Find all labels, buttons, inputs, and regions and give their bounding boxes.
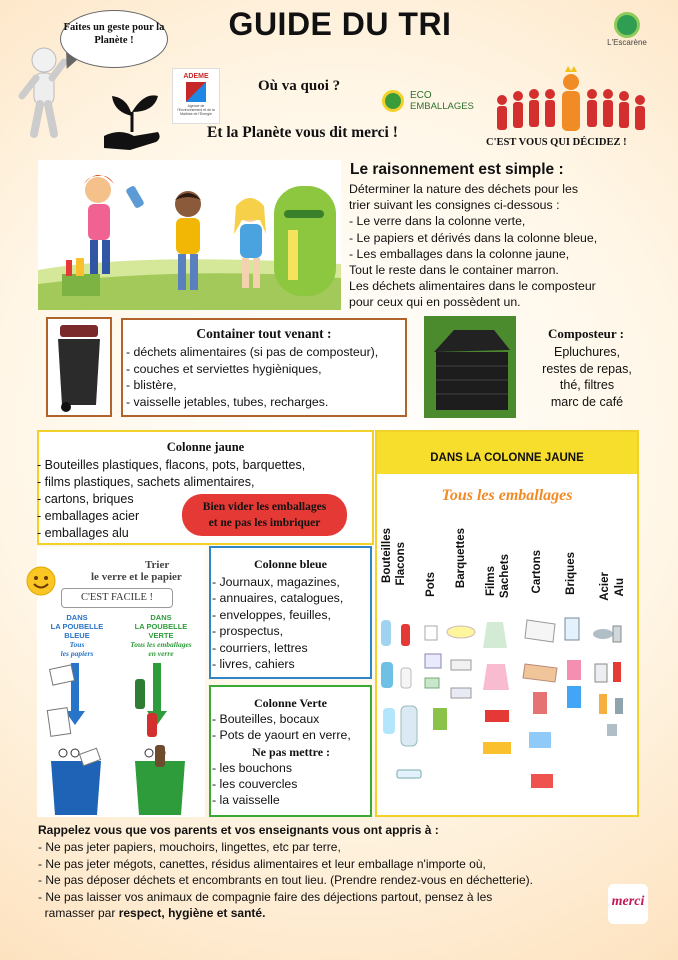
merci-badge xyxy=(608,884,648,924)
merci-text: merci xyxy=(611,894,645,909)
reasoning-line: Les déchets alimentaires dans le composteur xyxy=(349,279,596,294)
smiley-icon xyxy=(25,565,57,597)
reasoning-line: - Le verre dans la colonne verte, xyxy=(349,214,526,229)
column-label-sachets: Sachets xyxy=(499,554,511,599)
green-caption-line: Tous les emballages xyxy=(130,640,192,649)
reasoning-title: Le raisonnement est simple : xyxy=(350,161,564,178)
yellow-item: - cartons, briques xyxy=(37,492,134,506)
trier-text: Trier xyxy=(145,559,170,571)
green-not-item: - la vaisselle xyxy=(212,793,280,808)
footer-title: Rappelez vous que vos parents et vos enseignants vous ont appris à : xyxy=(38,823,439,837)
blue-bin-caption xyxy=(39,613,115,658)
column-label-briques: Briques xyxy=(565,552,577,595)
escarene-logo-text: L'Escarène xyxy=(607,38,647,47)
yellow-column-panel xyxy=(37,430,374,545)
blue-column-panel xyxy=(209,546,372,679)
children-recycling-illustration xyxy=(38,160,341,310)
footer-item: - Ne pas déposer déchets et encombrants en tout lieu. (Prendre rendez-vous en déchetterie). xyxy=(38,873,533,888)
column-label-acier: Acier xyxy=(599,572,611,601)
compost-text xyxy=(519,344,655,410)
footer-list xyxy=(38,839,533,922)
barquettes-column xyxy=(447,626,475,698)
trier2-text: le verre et le papier xyxy=(91,571,182,583)
briques-column xyxy=(565,618,581,708)
blue-caption-line: LA POUBELLE xyxy=(50,622,104,631)
question-text: Où va quoi ? xyxy=(258,78,341,94)
reasoning-text xyxy=(349,181,597,311)
container-title: Container tout venant : xyxy=(196,326,332,341)
reasoning-line: pour ceux qui en possèdent un. xyxy=(349,295,521,310)
footer-last-bold: respect, hygiène et santé. xyxy=(118,906,266,921)
blue-item: - prospectus, xyxy=(212,624,284,639)
ademe-logo-subtext: Agence de l'Environnement et de la Maîtrise de l'Énergie xyxy=(177,104,215,116)
reasoning-line: Tout le reste dans le container marron. xyxy=(349,263,559,278)
column-label-flacons: Flacons xyxy=(395,542,407,586)
yellow-panel-header: DANS LA COLONNE JAUNE xyxy=(377,432,637,474)
footer-item: - Ne pas jeter papiers, mouchoirs, lingettes, etc par terre, xyxy=(38,840,341,854)
green-title: Colonne Verte xyxy=(254,696,327,710)
compost-line: marc de café xyxy=(550,394,624,409)
container-item: - vaisselle jetables, tubes, recharges. xyxy=(126,394,329,409)
warning-badge xyxy=(182,494,347,536)
footer-last-line xyxy=(38,905,533,922)
footer-last-prefix: ramasser par xyxy=(38,906,119,921)
green-column-panel xyxy=(209,685,372,817)
brown-bin-icon xyxy=(48,319,110,415)
yellow-title: Colonne jaune xyxy=(166,440,245,454)
subtitle-text: Et la Planète vous dit merci ! xyxy=(207,124,398,141)
blue-caption-line: BLEUE xyxy=(64,631,90,640)
yellow-packaging-panel xyxy=(375,430,639,817)
yellow-panel-subtitle: Tous les emballages xyxy=(441,487,573,504)
yellow-item: - emballages acier xyxy=(37,509,140,523)
eco-logo-line2: EMBALLAGES xyxy=(410,101,474,112)
green-caption-line: VERTE xyxy=(148,631,174,640)
pots-column xyxy=(425,626,447,730)
bubble-text: Faites un geste pour la Planète ! xyxy=(63,22,165,46)
blue-item: - courriers, lettres xyxy=(212,640,308,655)
green-bin-caption xyxy=(119,613,203,658)
facile-label: C'EST FACILE ! xyxy=(61,588,173,608)
escarene-logo xyxy=(606,12,648,56)
bottles-column xyxy=(381,620,421,778)
blue-item: - livres, cahiers xyxy=(212,657,295,672)
paper-glass-panel xyxy=(37,547,205,817)
column-label-pots: Pots xyxy=(425,572,437,597)
composter-illustration xyxy=(424,316,516,418)
cartons-column xyxy=(523,620,557,788)
warning-line: et ne pas les imbriquer xyxy=(208,517,321,529)
container-panel xyxy=(121,318,407,417)
reasoning-line: Déterminer la nature des déchets pour les xyxy=(349,182,578,196)
blue-item: - annuaires, catalogues, xyxy=(212,591,344,606)
compost-title: Composteur : xyxy=(548,326,624,341)
acier-alu-column xyxy=(593,626,623,736)
ademe-logo-mark xyxy=(186,82,206,102)
blue-item: - Journaux, magazines, xyxy=(212,575,340,589)
reasoning-line: - Le papiers et dérivés dans la colonne bleue, xyxy=(349,230,598,245)
green-item: - Bouteilles, bocaux xyxy=(212,712,320,726)
column-label-alu: Alu xyxy=(614,578,626,597)
ademe-logo-text: ADEME xyxy=(183,73,209,80)
reasoning-line: trier suivant les consignes ci-dessous : xyxy=(349,198,560,213)
decide-text: C'EST VOUS QUI DÉCIDEZ ! xyxy=(486,137,627,148)
column-label-cartons: Cartons xyxy=(531,550,543,594)
eco-logo-line1: ECO xyxy=(410,90,432,101)
green-caption-line: DANS xyxy=(150,613,172,622)
green-not-item: - les couvercles xyxy=(212,777,298,792)
blue-caption-line: DANS xyxy=(66,613,88,622)
warning-line: Bien vider les emballages xyxy=(202,501,327,513)
speech-bubble xyxy=(60,10,168,68)
column-label-bouteilles: Bouteilles xyxy=(381,528,393,583)
compost-line: thé, filtres xyxy=(559,378,615,392)
green-caption-line: LA POUBELLE xyxy=(134,622,188,631)
green-item: - Pots de yaourt en verre, xyxy=(212,728,351,743)
blue-caption-line: Tous xyxy=(69,640,85,649)
packaging-items-illustration xyxy=(377,612,637,812)
footer-item: - Ne pas laisser vos animaux de compagnie faire des déjections partout, pensez à les xyxy=(38,889,493,904)
crowd-illustration xyxy=(492,64,648,140)
plant-in-hand-icon xyxy=(100,88,164,154)
container-item: - blistère, xyxy=(126,378,177,392)
green-caption-line: en verre xyxy=(148,649,174,658)
container-item: - couches et serviettes hygièniques, xyxy=(126,361,322,376)
films-column xyxy=(483,622,511,754)
escarene-logo-mark xyxy=(614,12,640,38)
blue-title: Colonne bleue xyxy=(253,557,327,571)
green-not-item: - les bouchons xyxy=(212,760,292,775)
yellow-item: - films plastiques, sachets alimentaires, xyxy=(37,475,255,489)
page-title: GUIDE DU TRI xyxy=(228,6,452,42)
column-label-films: Films xyxy=(485,566,497,597)
footer-item: - Ne pas jeter mégots, canettes, résidus alimentaires et leur emballage n'importe où, xyxy=(38,856,486,871)
blue-green-bins-illustration xyxy=(37,659,205,817)
container-item: - déchets alimentaires (si pas de composteur), xyxy=(126,345,379,359)
reasoning-line: - Les emballages dans la colonne jaune, xyxy=(349,246,570,261)
ademe-logo xyxy=(172,68,220,124)
green-not-title: Ne pas mettre : xyxy=(251,744,331,759)
compost-line: Epluchures, xyxy=(553,345,620,359)
eco-emballages-logo xyxy=(382,88,482,116)
blue-caption-line: les papiers xyxy=(60,649,94,658)
column-label-barquettes: Barquettes xyxy=(455,528,467,589)
yellow-item: - emballages alu xyxy=(37,526,129,540)
blue-item: - enveloppes, feuilles, xyxy=(212,607,331,622)
eco-logo-mark xyxy=(382,90,404,112)
brown-bin-frame xyxy=(46,317,112,417)
compost-line: restes de repas, xyxy=(542,361,632,376)
yellow-item: - Bouteilles plastiques, flacons, pots, barquettes, xyxy=(37,458,306,472)
